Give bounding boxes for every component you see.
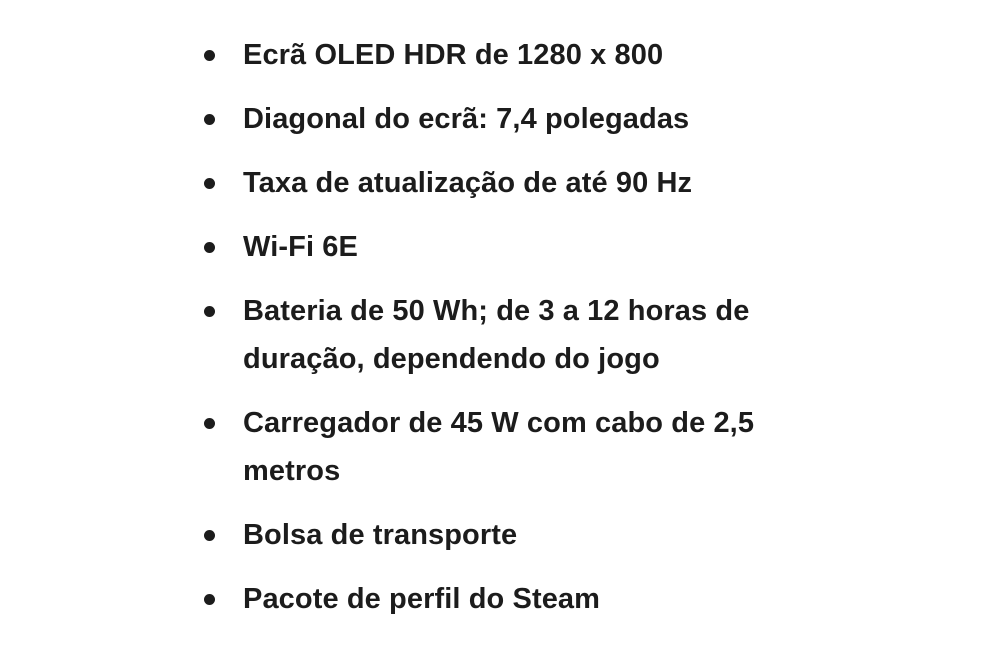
bullet-icon bbox=[204, 50, 215, 61]
bullet-icon bbox=[204, 530, 215, 541]
spec-item-refresh-rate bbox=[204, 159, 864, 207]
spec-item-charger bbox=[204, 399, 864, 495]
spec-item-wifi bbox=[204, 223, 864, 271]
product-spec-list bbox=[204, 31, 864, 623]
spec-text: metros bbox=[243, 455, 341, 487]
spec-item-battery bbox=[204, 287, 864, 383]
spec-text: Wi-Fi 6E bbox=[243, 231, 358, 263]
spec-text: Bolsa de transporte bbox=[243, 519, 518, 551]
bullet-icon bbox=[204, 242, 215, 253]
spec-text: Carregador de 45 W com cabo de 2,5 bbox=[243, 407, 755, 439]
spec-text: Taxa de atualização de até 90 Hz bbox=[243, 167, 693, 199]
bullet-icon bbox=[204, 594, 215, 605]
spec-item-screen bbox=[204, 31, 864, 79]
spec-text: Pacote de perfil do Steam bbox=[243, 583, 601, 615]
spec-text: duração, dependendo do jogo bbox=[243, 343, 660, 375]
bullet-icon bbox=[204, 178, 215, 189]
bullet-icon bbox=[204, 418, 215, 429]
spec-text: Diagonal do ecrã: 7,4 polegadas bbox=[243, 103, 690, 135]
spec-item-steam-profile bbox=[204, 575, 864, 623]
spec-text: Bateria de 50 Wh; de 3 a 12 horas de bbox=[243, 295, 750, 327]
spec-item-diagonal bbox=[204, 95, 864, 143]
spec-item-carrying-case bbox=[204, 511, 864, 559]
spec-text: Ecrã OLED HDR de 1280 x 800 bbox=[243, 39, 664, 71]
bullet-icon bbox=[204, 306, 215, 317]
bullet-icon bbox=[204, 114, 215, 125]
